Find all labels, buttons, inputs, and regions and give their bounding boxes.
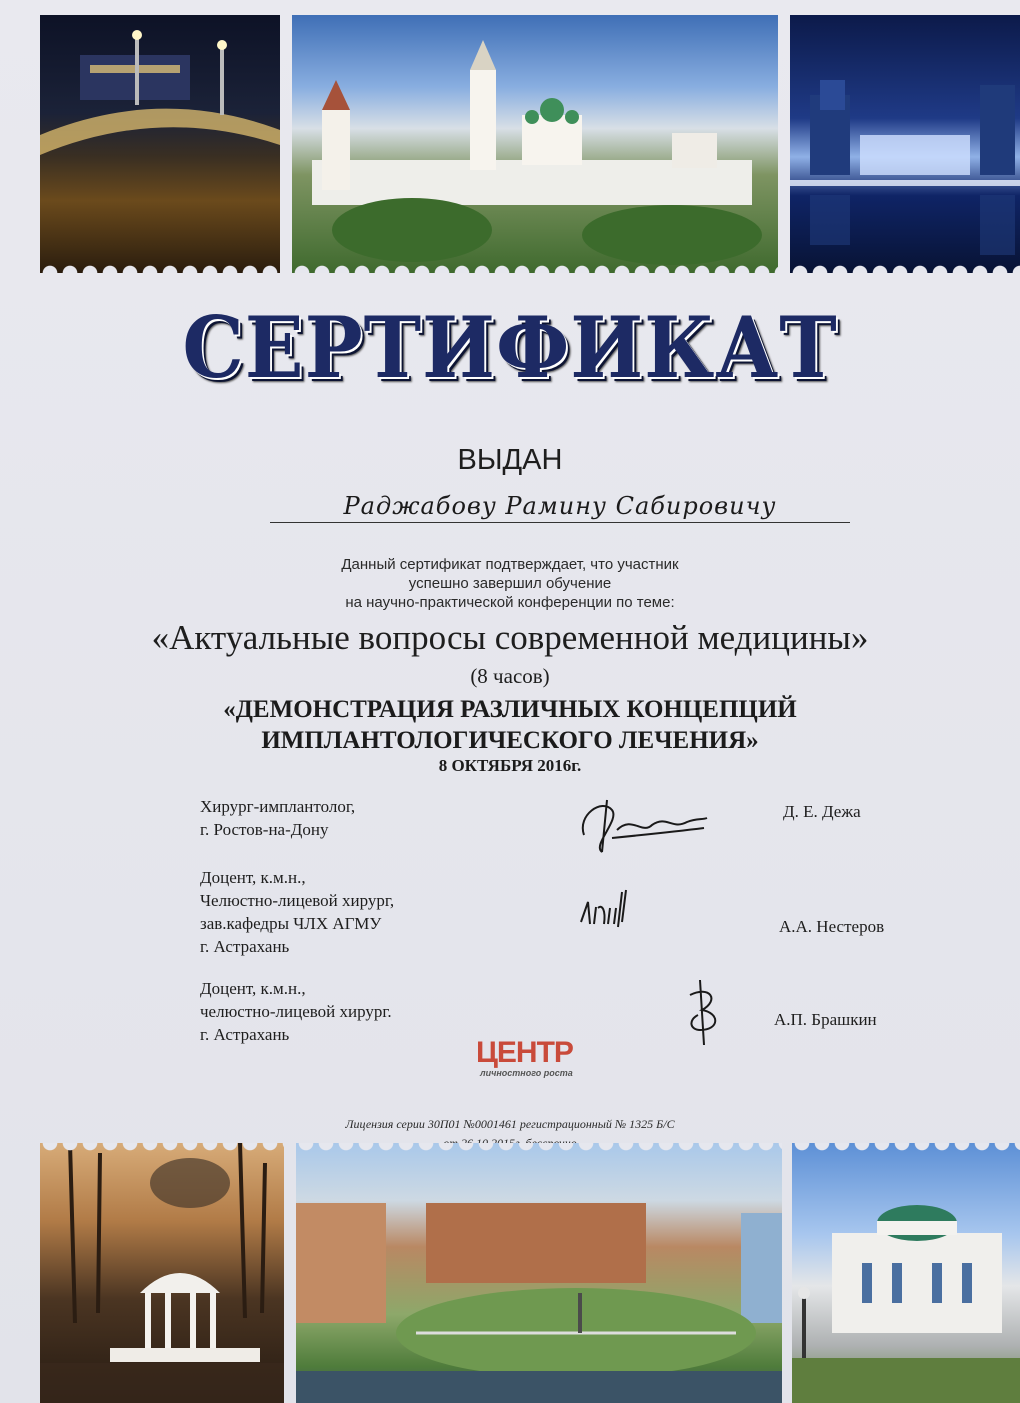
signer-credential-line: Хирург-имплантолог,	[200, 797, 356, 816]
photo-kremlin	[292, 15, 778, 273]
signer-2-name: А.А. Нестеров	[779, 917, 885, 936]
signature-1	[572, 790, 712, 860]
logo-word: ЦЕНТР	[476, 1036, 573, 1069]
signer-credential-line: Доцент, к.м.н.,	[200, 868, 306, 887]
photo-night-bridge-fountain	[40, 15, 280, 273]
signer-credential-line: г. Астрахань	[200, 937, 290, 956]
license-line: Лицензия серии 30П01 №0001461 регистрационный № 1325 Б/С	[345, 1117, 675, 1131]
signer-credential-line: Доцент, к.м.н.,	[200, 979, 306, 998]
signature-2	[576, 882, 656, 937]
event-date: 8 ОКТЯБРЯ 2016г.	[438, 756, 582, 775]
certificate-title: СЕРТИФИКАТ	[182, 298, 838, 397]
photo-city-square-aerial	[296, 1143, 782, 1403]
logo-subtitle: личностного роста	[480, 1068, 573, 1078]
signer-credential-line: г. Ростов-на-Дону	[200, 820, 329, 839]
center-logo	[476, 1038, 606, 1088]
photo-city-night-towers	[790, 15, 1020, 273]
signature-3	[680, 975, 730, 1055]
confirmation-line: на научно-практической конференции по теме:	[345, 594, 675, 611]
photo-theater-building	[792, 1143, 1020, 1403]
conference-topic: «Актуальные вопросы современной медицины»	[151, 618, 869, 657]
program-subtitle	[0, 694, 1020, 756]
signer-2-credentials	[200, 866, 394, 958]
signer-3-name: А.П. Брашкин	[774, 1010, 877, 1029]
signer-credential-line: Челюстно-лицевой хирург,	[200, 891, 395, 910]
subtitle-line: ИМПЛАНТОЛОГИЧЕСКОГО ЛЕЧЕНИЯ»	[261, 727, 759, 754]
signer-1-credentials	[200, 795, 355, 841]
recipient-name: Раджабову Рамину Сабировичу	[270, 492, 850, 523]
signer-3-credentials	[200, 977, 392, 1046]
confirmation-line: успешно завершил обучение	[408, 575, 612, 592]
signer-1-name: Д. Е. Дежа	[783, 802, 861, 821]
issued-label: ВЫДАН	[457, 444, 563, 476]
signer-credential-line: г. Астрахань	[200, 1025, 290, 1044]
course-hours: (8 часов)	[470, 664, 550, 688]
confirmation-line: Данный сертификат подтверждает, что участник	[341, 556, 679, 573]
signer-credential-line: зав.кафедры ЧЛХ АГМУ	[200, 914, 382, 933]
subtitle-line: «ДЕМОНСТРАЦИЯ РАЗЛИЧНЫХ КОНЦЕПЦИЙ	[223, 696, 797, 723]
photo-rotunda-sunset	[40, 1143, 284, 1403]
confirmation-text	[0, 555, 1020, 612]
signer-credential-line: челюстно-лицевой хирург.	[200, 1002, 392, 1021]
